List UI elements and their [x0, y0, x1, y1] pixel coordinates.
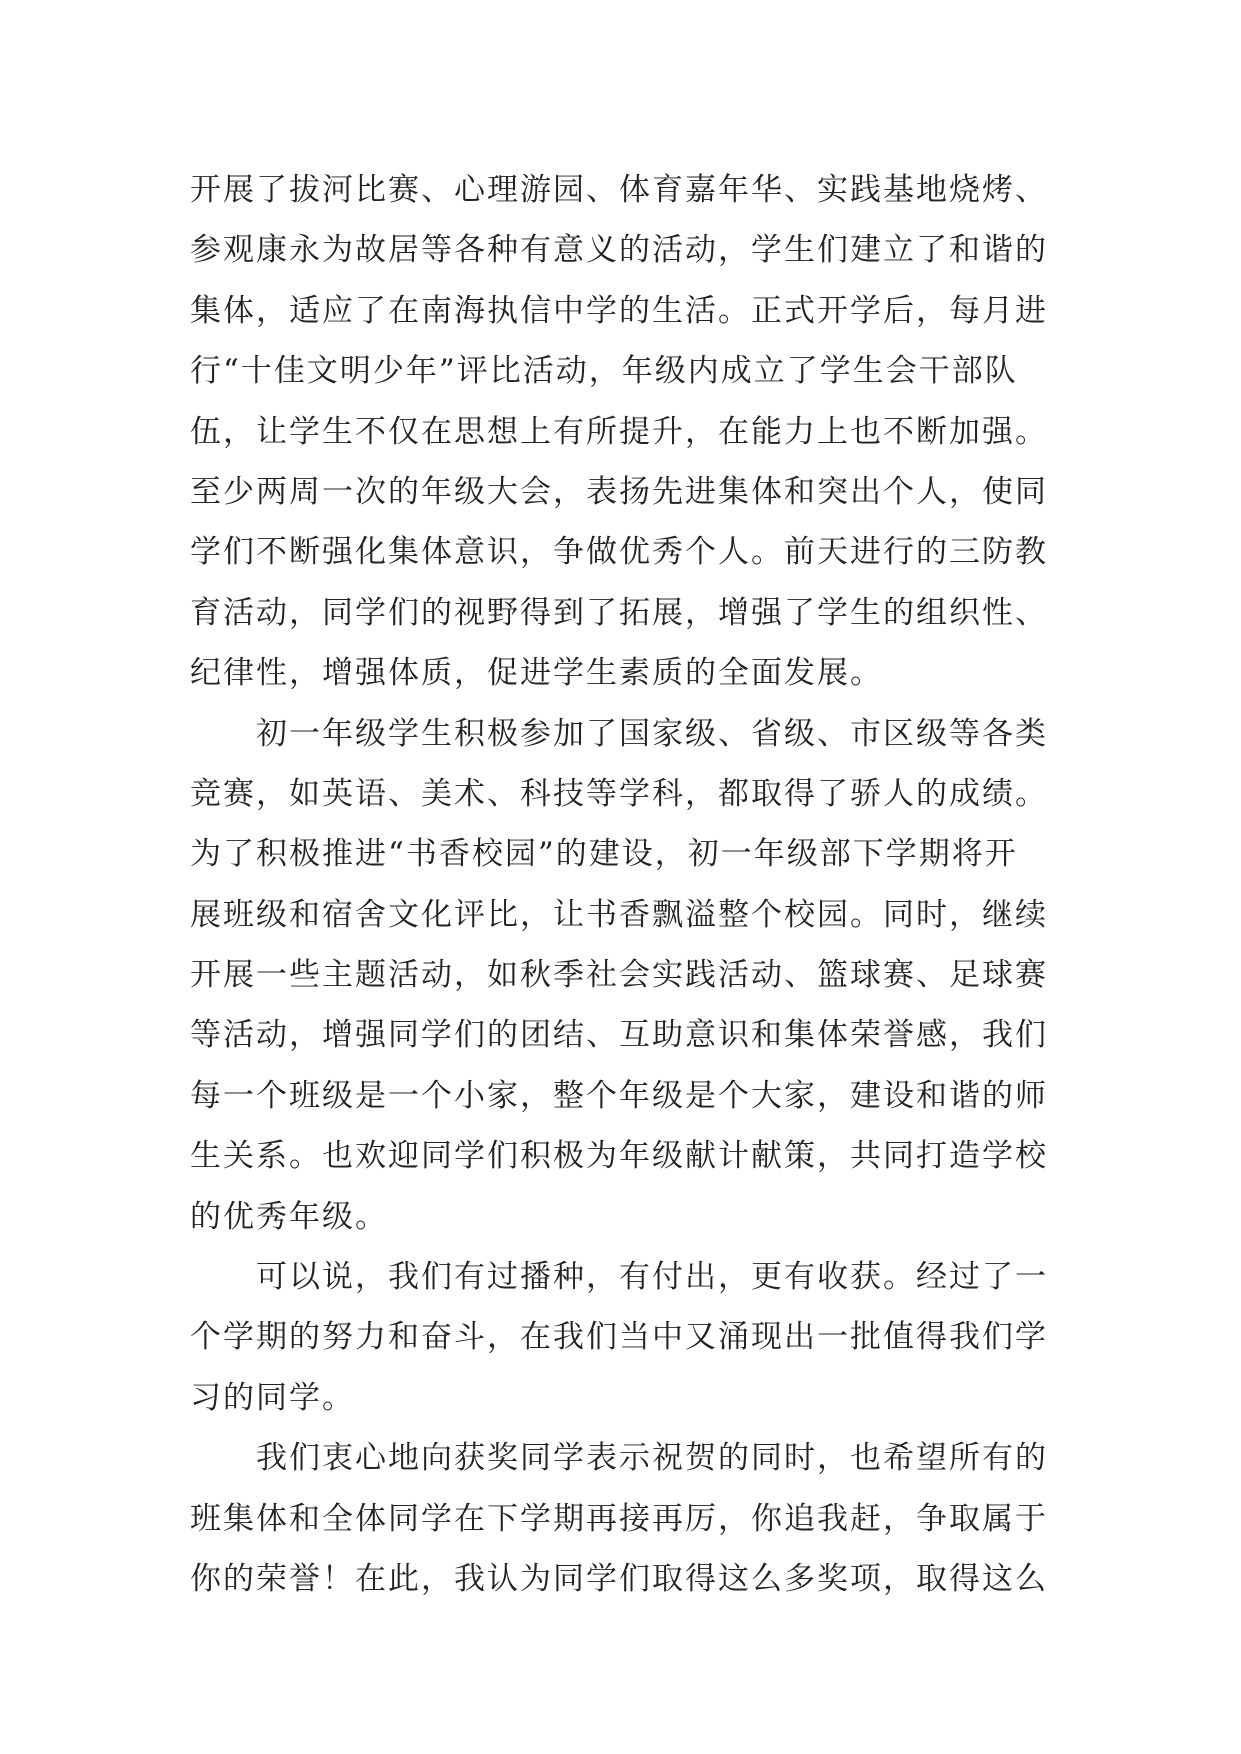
text-line: 你的荣誉！在此，我认为同学们取得这么多奖项，取得这么	[190, 1560, 1048, 1597]
text-line: 纪律性，增强体质，促进学生素质的全面发展。	[190, 655, 883, 692]
text-line: 育活动，同学们的视野得到了拓展，增强了学生的组织性、	[190, 594, 1048, 631]
text-line: 展班级和宿舍文化评比，让书香飘溢整个校园。同时，继续	[190, 896, 1048, 933]
text-line: 班集体和全体同学在下学期再接再厉，你追我赶，争取属于	[190, 1500, 1048, 1537]
text-line: 集体，适应了在南海执信中学的生活。正式开学后，每月进	[190, 292, 1048, 329]
text-line: 伍，让学生不仅在思想上有所提升，在能力上也不断加强。	[190, 413, 1048, 450]
text-line: 个学期的努力和奋斗，在我们当中又涌现出一批值得我们学	[190, 1319, 1048, 1356]
text-line: 开展一些主题活动，如秋季社会实践活动、篮球赛、足球赛	[190, 957, 1048, 994]
text-line: 至少两周一次的年级大会，表扬先进集体和突出个人，使同	[190, 473, 1048, 510]
text-line: 行“十佳文明少年”评比活动，年级内成立了学生会干部队	[190, 353, 1018, 390]
text-line: 学们不断强化集体意识，争做优秀个人。前天进行的三防教	[190, 534, 1048, 571]
text-line: 竞赛，如英语、美术、科技等学科，都取得了骄人的成绩。	[190, 775, 1048, 812]
text-line: 的优秀年级。	[190, 1198, 388, 1235]
text-line: 可以说，我们有过播种，有付出，更有收获。经过了一	[256, 1259, 1048, 1296]
text-line: 参观康永为故居等各种有意义的活动，学生们建立了和谐的	[190, 232, 1048, 269]
text-line: 等活动，增强同学们的团结、互助意识和集体荣誉感，我们	[190, 1017, 1048, 1054]
text-line: 开展了拔河比赛、心理游园、体育嘉年华、实践基地烧烤、	[190, 172, 1048, 208]
text-line: 我们衷心地向获奖同学表示祝贺的同时，也希望所有的	[256, 1440, 1048, 1477]
body-text	[190, 160, 1060, 1609]
text-line: 习的同学。	[190, 1379, 355, 1416]
text-line: 每一个班级是一个小家，整个年级是个大家，建设和谐的师	[190, 1077, 1048, 1114]
text-line: 为了积极推进“书香校园”的建设，初一年级部下学期将开	[190, 836, 1018, 873]
text-line: 初一年级学生积极参加了国家级、省级、市区级等各类	[256, 715, 1048, 752]
text-line: 生关系。也欢迎同学们积极为年级献计献策，共同打造学校	[190, 1138, 1048, 1175]
